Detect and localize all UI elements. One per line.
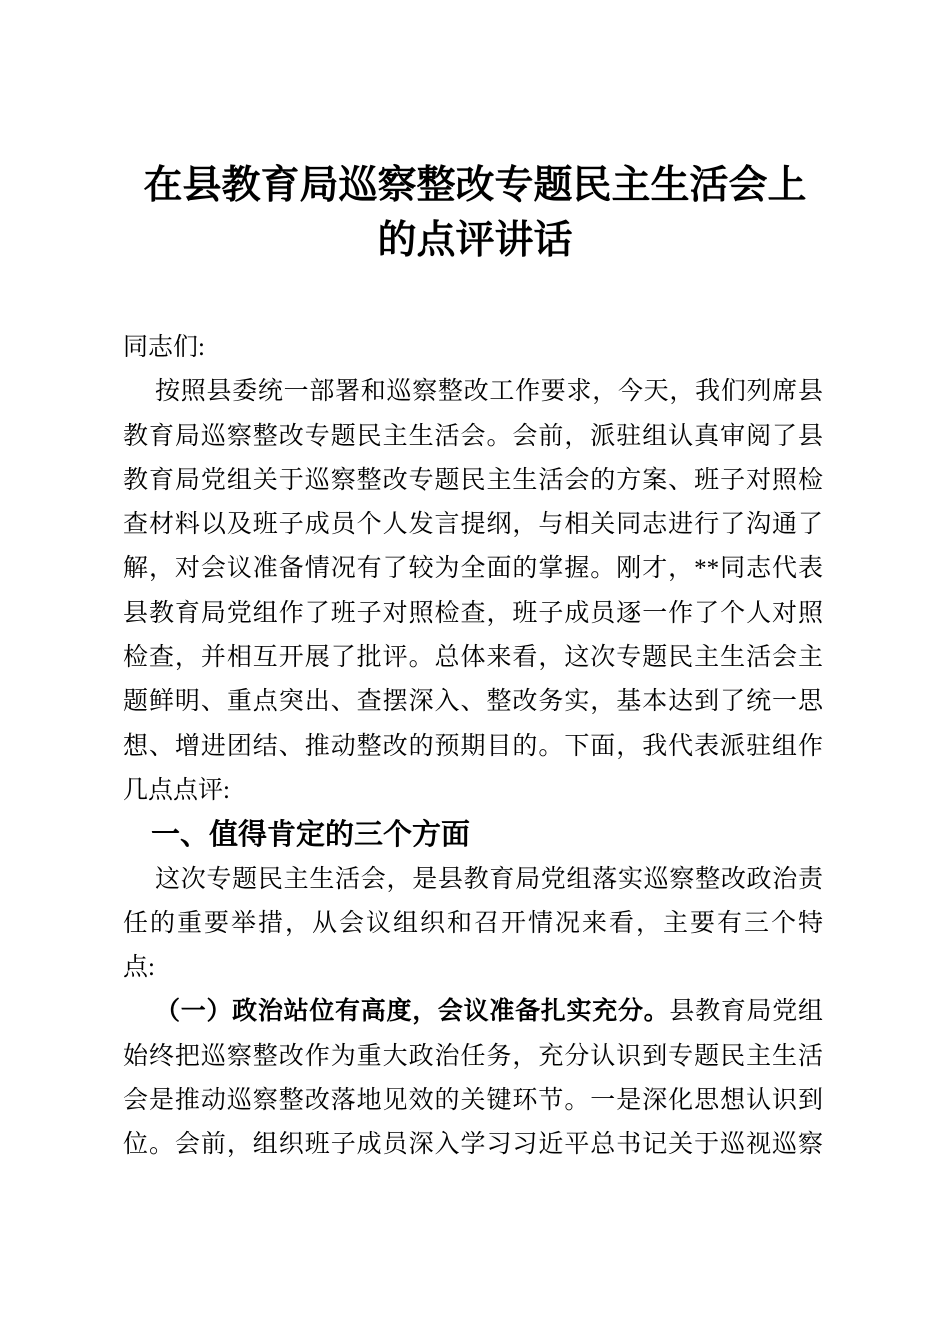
subheading-lead-segment: （一）政治站位有高度，会议准备扎实充分。 [155, 998, 670, 1026]
document-body [123, 326, 823, 1168]
text-line: 检查，并相互开展了批评。总体来看，这次专题民主生活会主 [123, 644, 823, 672]
text-line: 查材料以及班子成员个人发言提纲，与相关同志进行了沟通了 [123, 511, 823, 539]
text-line: 解，对会议准备情况有了较为全面的掌握。刚才，**同志代表 [123, 555, 823, 583]
text-line: 始终把巡察整改作为重大政治任务，充分认识到专题民主生活 [123, 1042, 823, 1070]
document-title [0, 0, 950, 268]
document-title-line-1: 在县教育局巡察整改专题民主生活会上 [143, 164, 807, 207]
text-line: 题鲜明、重点突出、查摆深入、整改务实，基本达到了统一思 [123, 688, 823, 716]
text-line: 想、增进团结、推动整改的预期目的。下面，我代表派驻组作 [123, 732, 823, 760]
text-line: 点: [123, 954, 155, 982]
section-heading: 一、值得肯定的三个方面 [151, 819, 471, 852]
text-line: 县教育局党组作了班子对照检查，班子成员逐一作了个人对照 [123, 599, 823, 627]
text-line: 教育局巡察整改专题民主生活会。会前，派驻组认真审阅了县 [123, 422, 823, 450]
text-line: 教育局党组关于巡察整改专题民主生活会的方案、班子对照检 [123, 466, 823, 494]
text-line: 几点点评: [123, 776, 230, 804]
text-line: 这次专题民主生活会，是县教育局党组落实巡察整改政治责 [155, 865, 823, 893]
salutation-line: 同志们: [123, 334, 205, 361]
text-line: 位。会前，组织班子成员深入学习习近平总书记关于巡视巡察 [123, 1131, 823, 1159]
document-title-line-2: 的点评讲话 [377, 219, 573, 262]
text-line [123, 990, 823, 1034]
text-line: 按照县委统一部署和巡察整改工作要求，今天，我们列席县 [155, 378, 823, 406]
text-line: 任的重要举措，从会议组织和召开情况来看，主要有三个特 [123, 909, 823, 937]
text-line: 会是推动巡察整改落地见效的关键环节。一是深化思想认识到 [123, 1087, 823, 1115]
text-segment: 县教育局党组 [669, 998, 823, 1026]
